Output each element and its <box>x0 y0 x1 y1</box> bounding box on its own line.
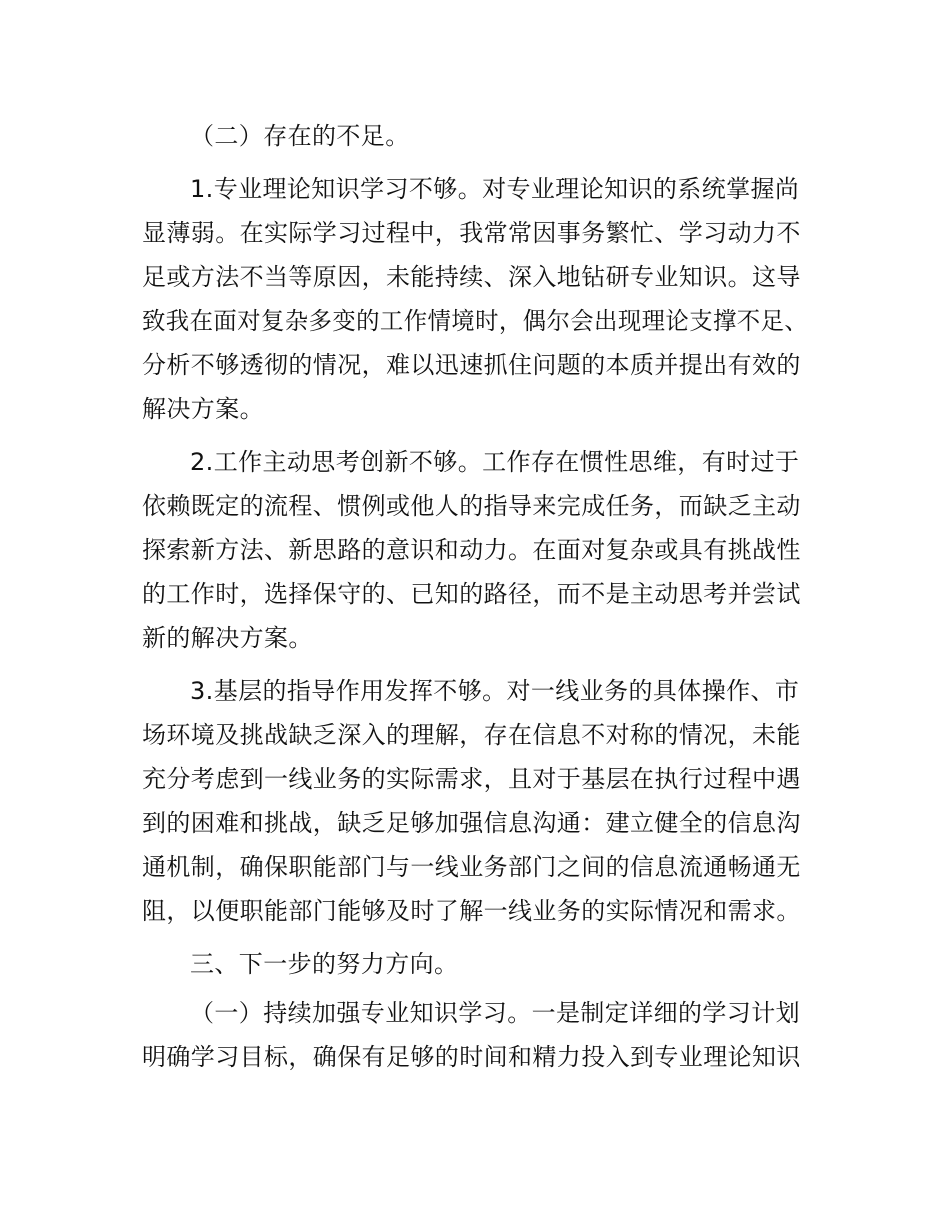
paragraph-1-line-3: 足或方法不当等原因，未能持续、深入地钻研专业知识。这导 <box>142 263 801 291</box>
paragraph-4-line-2: 明确学习目标，确保有足够的时间和精力投入到专业理论知识 <box>142 1043 801 1071</box>
paragraph-4-line-1: （一）持续加强专业知识学习。一是制定详细的学习计划 <box>190 999 800 1027</box>
paragraph-3-line-2: 场环境及挑战缺乏深入的理解，存在信息不对称的情况，未能 <box>142 721 801 749</box>
paragraph-3-line-1: 3.基层的指导作用发挥不够。对一线业务的具体操作、市 <box>190 677 800 705</box>
section-heading-next-steps: 三、下一步的努力方向。 <box>190 950 459 978</box>
paragraph-1-line-6: 解决方案。 <box>142 395 264 423</box>
paragraph-1-line-5: 分析不够透彻的情况，难以迅速抓住问题的本质并提出有效的 <box>142 351 801 379</box>
paragraph-2-line-5: 新的解决方案。 <box>142 624 313 652</box>
paragraph-2-line-2: 依赖既定的流程、惯例或他人的指导来完成任务，而缺乏主动 <box>142 492 801 520</box>
paragraph-2-line-3: 探索新方法、新思路的意识和动力。在面对复杂或具有挑战性 <box>142 536 801 564</box>
paragraph-1-line-2: 显薄弱。在实际学习过程中，我常常因事务繁忙、学习动力不 <box>142 219 801 247</box>
paragraph-1-line-1: 1.专业理论知识学习不够。对专业理论知识的系统掌握尚 <box>190 175 800 203</box>
paragraph-3-line-6: 阻，以便职能部门能够及时了解一线业务的实际情况和需求。 <box>142 897 801 925</box>
paragraph-2-line-1: 2.工作主动思考创新不够。工作存在惯性思维，有时过于 <box>190 448 800 476</box>
paragraph-3-line-5: 通机制，确保职能部门与一线业务部门之间的信息流通畅通无 <box>142 853 801 881</box>
section-heading-deficiencies: （二）存在的不足。 <box>190 122 410 150</box>
paragraph-1-line-4: 致我在面对复杂多变的工作情境时，偶尔会出现理论支撑不足、 <box>142 307 809 335</box>
paragraph-2-line-4: 的工作时，选择保守的、已知的路径，而不是主动思考并尝试 <box>142 580 801 608</box>
paragraph-3-line-4: 到的困难和挑战，缺乏足够加强信息沟通：建立健全的信息沟 <box>142 809 801 837</box>
paragraph-3-line-3: 充分考虑到一线业务的实际需求，且对于基层在执行过程中遇 <box>142 765 801 793</box>
